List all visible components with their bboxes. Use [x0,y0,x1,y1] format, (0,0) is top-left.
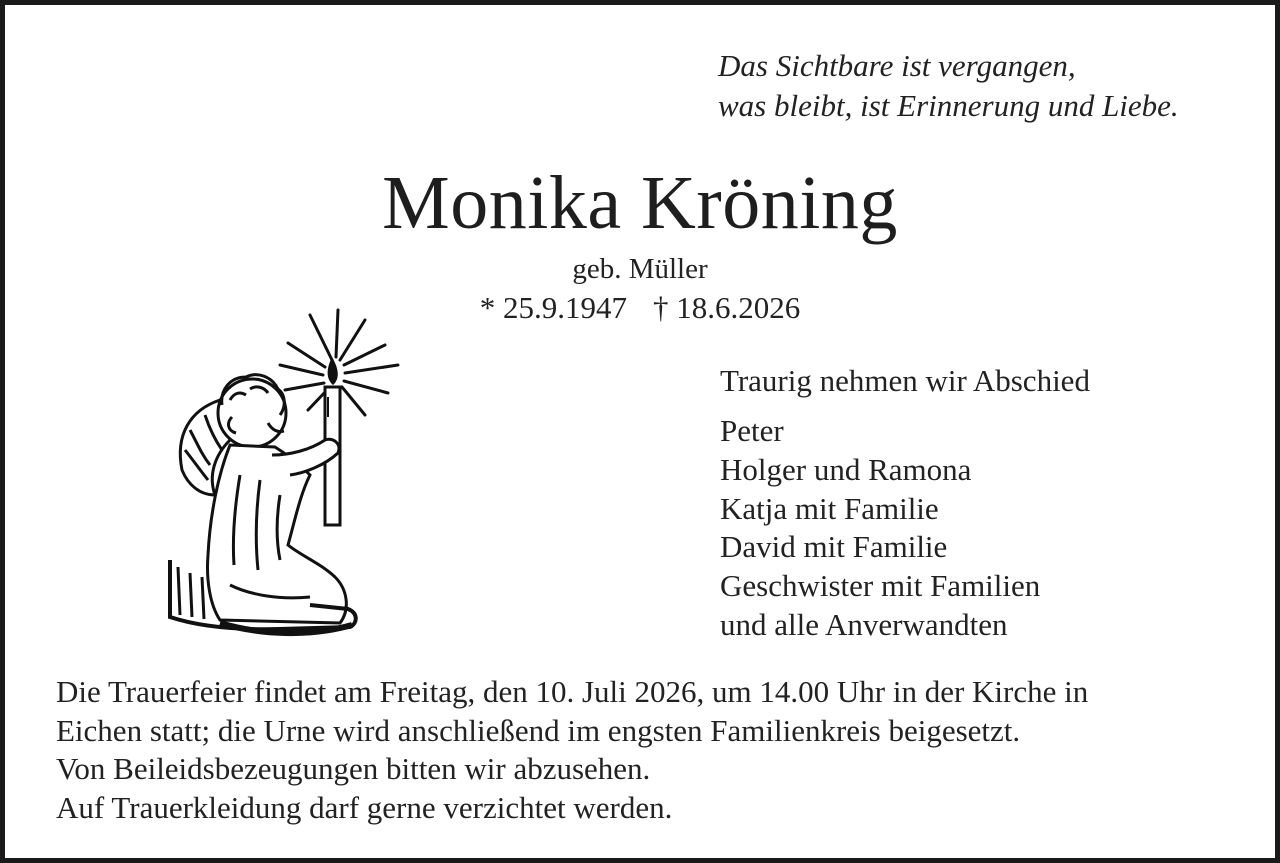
service-info-line: Die Trauerfeier findet am Freitag, den 10. Juli 2026, um 14.00 Uhr in der Kirche in [56,674,1089,709]
kneeling-angel-with-candle-icon [160,305,410,640]
service-info [56,673,1088,827]
service-info-line: Eichen statt; die Urne wird anschließend im engsten Familienkreis beigesetzt. [56,712,1021,748]
motto-line-2: was bleibt, ist Erinnerung und Liebe. [718,88,1179,123]
mourner-item: Geschwister mit Familien [720,568,1041,604]
birth-date: * 25.9.1947 [479,290,627,325]
deceased-name: Monika Kröning [382,161,898,245]
mourner-item: Katja mit Familie [720,490,939,526]
mourner-item: Peter [720,413,784,448]
mourner-item: Holger und Ramona [720,451,972,487]
mourning-intro: Traurig nehmen wir Abschied [720,363,1090,398]
service-info-line: Auf Trauerkleidung darf gerne verzichtet werden. [56,789,673,825]
born-name: geb. Müller [572,253,708,285]
mourner-item: und alle Anverwandten [720,606,1008,642]
service-info-line: Von Beileidsbezeugungen bitten wir abzusehen. [56,751,651,786]
motto-quote [718,46,1179,126]
death-date: † 18.6.2026 [653,290,801,325]
mourner-item: David mit Familie [720,529,948,565]
mourners-list [720,412,1040,645]
motto-line-1: Das Sichtbare ist vergangen, [718,48,1076,83]
